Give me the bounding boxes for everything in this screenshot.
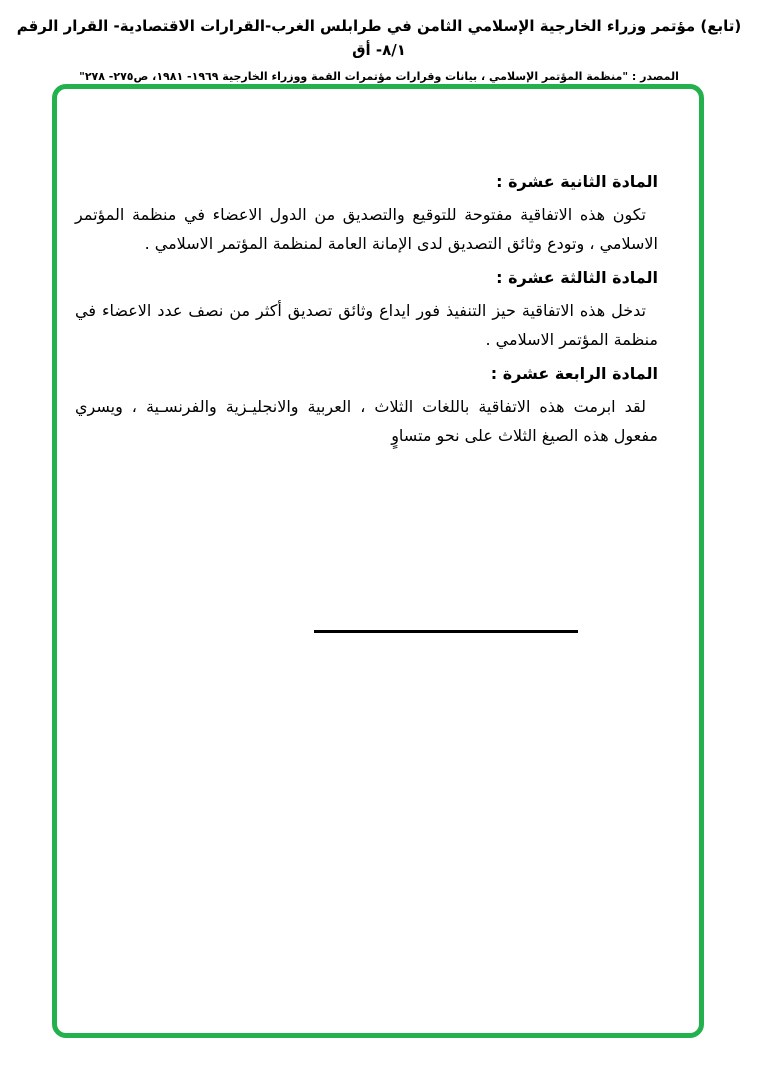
section-article-13 xyxy=(75,268,658,354)
section-heading: المادة الرابعة عشرة : xyxy=(490,364,658,383)
page-header xyxy=(0,14,758,85)
header-title-line: (تابع) مؤتمر وزراء الخارجية الإسلامي الثامن في طرابلس الغرب-القرارات الاقتصادية- القرار الرقم ٨/١- أق xyxy=(16,17,742,59)
section-article-14 xyxy=(75,364,658,450)
section-heading: المادة الثالثة عشرة : xyxy=(496,268,658,287)
section-article-12 xyxy=(75,172,658,258)
document-frame xyxy=(52,84,704,1038)
document-body xyxy=(57,89,699,450)
header-source-line: المصدر : "منظمة المؤتمر الإسلامي ، بيانات وقرارات مؤتمرات القمة ووزراء الخارجية ١٩٦٩- ١٩٨١، ص٢٧٥- ٢٧٨" xyxy=(79,70,679,83)
section-body-text: لقد ابرمت هذه الاتفاقية باللغات الثلاث ، العربية والانجليـزية والفرنسـية ، ويسري مفعول هذه الصيغ الثلاث على نحو متساوٍ xyxy=(75,397,658,445)
section-heading: المادة الثانية عشرة : xyxy=(496,172,658,191)
divider-line xyxy=(314,630,578,633)
section-body-text: تكون هذه الاتفاقية مفتوحة للتوقيع والتصديق من الدول الاعضاء في منظمة المؤتمر الاسلامي ، وتودع وثائق التصديق لدى الإمانة العامة لمنظمة المؤتمر الاسلامي . xyxy=(75,205,658,253)
section-body-text: تدخل هذه الاتفاقية حيز التنفيذ فور ايداع وثائق تصديق أكثر من نصف عدد الاعضاء في منظمة المؤتمر الاسلامي . xyxy=(75,301,658,349)
